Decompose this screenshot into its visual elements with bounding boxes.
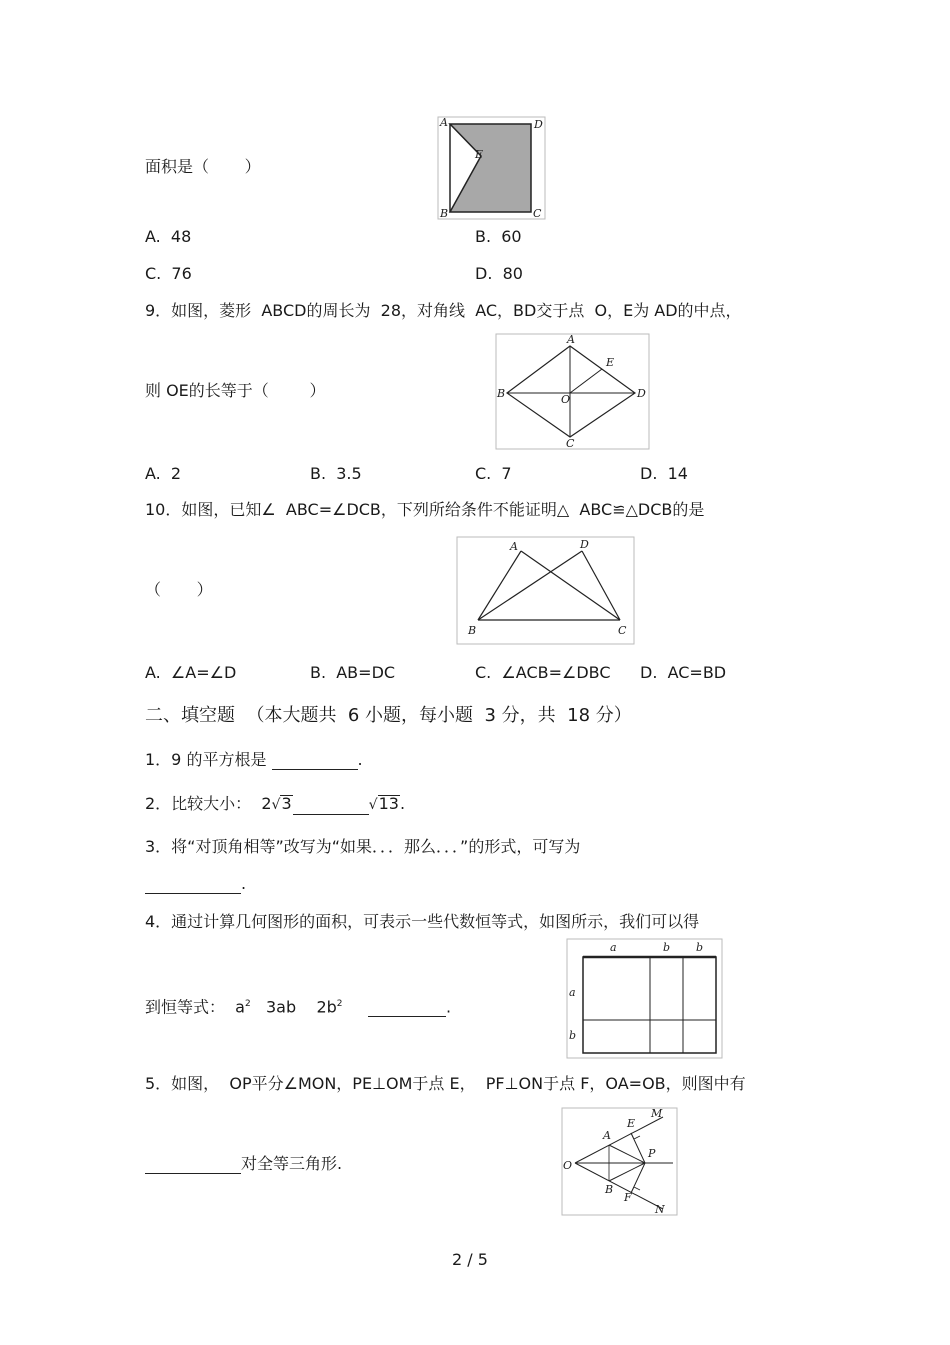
q8-stem: 面积是（ ） <box>145 157 261 176</box>
q8-label-d: D <box>534 118 543 131</box>
fill-4-figure <box>566 938 724 1060</box>
q10-option-b: B. AB=DC <box>310 663 396 682</box>
q10-option-a: A. ∠A=∠D <box>145 663 237 682</box>
fill-5-answer <box>145 1154 342 1174</box>
q9-label-o: O <box>561 393 571 406</box>
q9-option-b: B. 3.5 <box>310 464 362 483</box>
fill-5-stem: 5．如图， OP平分∠MON，PE⊥OM于点 E， PF⊥ON于点 F，OA=OB，则图中有 <box>145 1074 746 1093</box>
fill-4-label-b-top-2: b <box>696 941 704 954</box>
fill-4-label-b-top-1: b <box>663 941 671 954</box>
q9-label-a: A <box>567 333 575 346</box>
q9-option-c: C. 7 <box>475 464 512 483</box>
q9-option-a: A. 2 <box>145 464 182 483</box>
q8-label-c: C <box>533 207 542 220</box>
fill-5-label-o: O <box>563 1159 573 1172</box>
q9-stem-2: 则 OE的长等于（ ） <box>145 381 326 400</box>
fill-5-label-p: P <box>648 1147 656 1160</box>
q10-option-d: D. AC=BD <box>640 663 727 682</box>
fill-1-blank[interactable] <box>272 755 358 770</box>
fill-2 <box>145 794 405 815</box>
fill-5-label-b: B <box>605 1183 614 1196</box>
fill-4-exp-1: 2 <box>244 999 251 1009</box>
q8-option-b: B. 60 <box>475 227 522 246</box>
q10-label-b: B <box>468 624 477 637</box>
q10-label-c: C <box>618 624 627 637</box>
fill-1 <box>145 750 363 770</box>
q9-label-e: E <box>606 356 615 369</box>
fill-4-identity <box>145 994 451 1017</box>
sqrt-sign-icon: √ <box>271 797 281 813</box>
fill-4-middle: 3ab 2b <box>250 997 337 1017</box>
fill-1-suffix: . <box>357 750 363 769</box>
q8-label-e: E <box>475 148 484 161</box>
fill-4-exp-2: 2 <box>336 999 343 1009</box>
fill-3-stem: 3．将“对顶角相等”改写为“如果．．．那么．．．”的形式，可写为 <box>145 837 581 856</box>
fill-4-label-a-top: a <box>610 941 617 954</box>
fill-2-radicand-2: 13 <box>378 794 399 813</box>
q9-label-d: D <box>637 387 646 400</box>
fill-5-label-f: F <box>624 1191 632 1204</box>
fill-5-figure <box>561 1107 679 1217</box>
q8-option-a: A. 48 <box>145 227 192 246</box>
fill-5-label-m: M <box>651 1107 663 1120</box>
q10-label-a: A <box>510 540 518 553</box>
fill-2-blank[interactable] <box>293 800 369 815</box>
q8-option-d: D. 80 <box>475 264 523 283</box>
section-title: 二、填空题 （本大题共 6 小题，每小题 3 分，共 18 分） <box>145 705 632 726</box>
fill-3-answer <box>145 874 246 894</box>
fill-5-suffix: 对全等三角形. <box>241 1154 343 1173</box>
fill-5-label-a: A <box>603 1129 611 1142</box>
fill-3-blank[interactable] <box>145 879 241 894</box>
fill-5-label-n: N <box>655 1203 665 1216</box>
q10-label-d: D <box>580 538 589 551</box>
fill-3-suffix: . <box>241 874 247 893</box>
fill-1-prefix: 1．9 的平方根是 <box>145 750 272 769</box>
fill-4-label-a-left: a <box>569 986 576 999</box>
q10-stem-2: （ ） <box>145 580 213 599</box>
sqrt-sign-icon: √ <box>368 797 378 813</box>
q9-figure <box>495 333 651 451</box>
fill-4-prefix: 到恒等式： a <box>145 997 245 1017</box>
q8-figure <box>437 116 547 220</box>
q8-label-b: B <box>440 207 449 220</box>
q8-option-c: C. 76 <box>145 264 192 283</box>
fill-4-suffix: . <box>445 997 452 1017</box>
fill-4-blank[interactable] <box>368 1002 446 1017</box>
q9-option-d: D. 14 <box>640 464 688 483</box>
q8-label-a: A <box>440 116 448 129</box>
fill-4-stem: 4．通过计算几何图形的面积，可表示一些代数恒等式，如图所示，我们可以得 <box>145 912 700 931</box>
fill-4-label-b-left: b <box>569 1029 577 1042</box>
page-number: 2 / 5 <box>452 1250 488 1269</box>
fill-2-radicand-1: 3 <box>281 794 292 813</box>
q10-figure <box>456 536 636 646</box>
q9-stem: 9．如图，菱形 ABCD的周长为 28，对角线 AC，BD交于点 O，E为 AD的中点， <box>145 301 742 320</box>
q9-label-c: C <box>566 437 575 450</box>
q9-label-b: B <box>497 387 506 400</box>
fill-2-prefix: 2．比较大小： 2 <box>145 794 272 813</box>
q10-stem: 10．如图，已知∠ ABC=∠DCB，下列所给条件不能证明△ ABC≌△DCB的是 <box>145 500 705 519</box>
fill-5-blank[interactable] <box>145 1159 241 1174</box>
fill-2-suffix: . <box>399 794 406 813</box>
q10-option-c: C. ∠ACB=∠DBC <box>475 663 611 682</box>
fill-5-label-e: E <box>627 1117 636 1130</box>
